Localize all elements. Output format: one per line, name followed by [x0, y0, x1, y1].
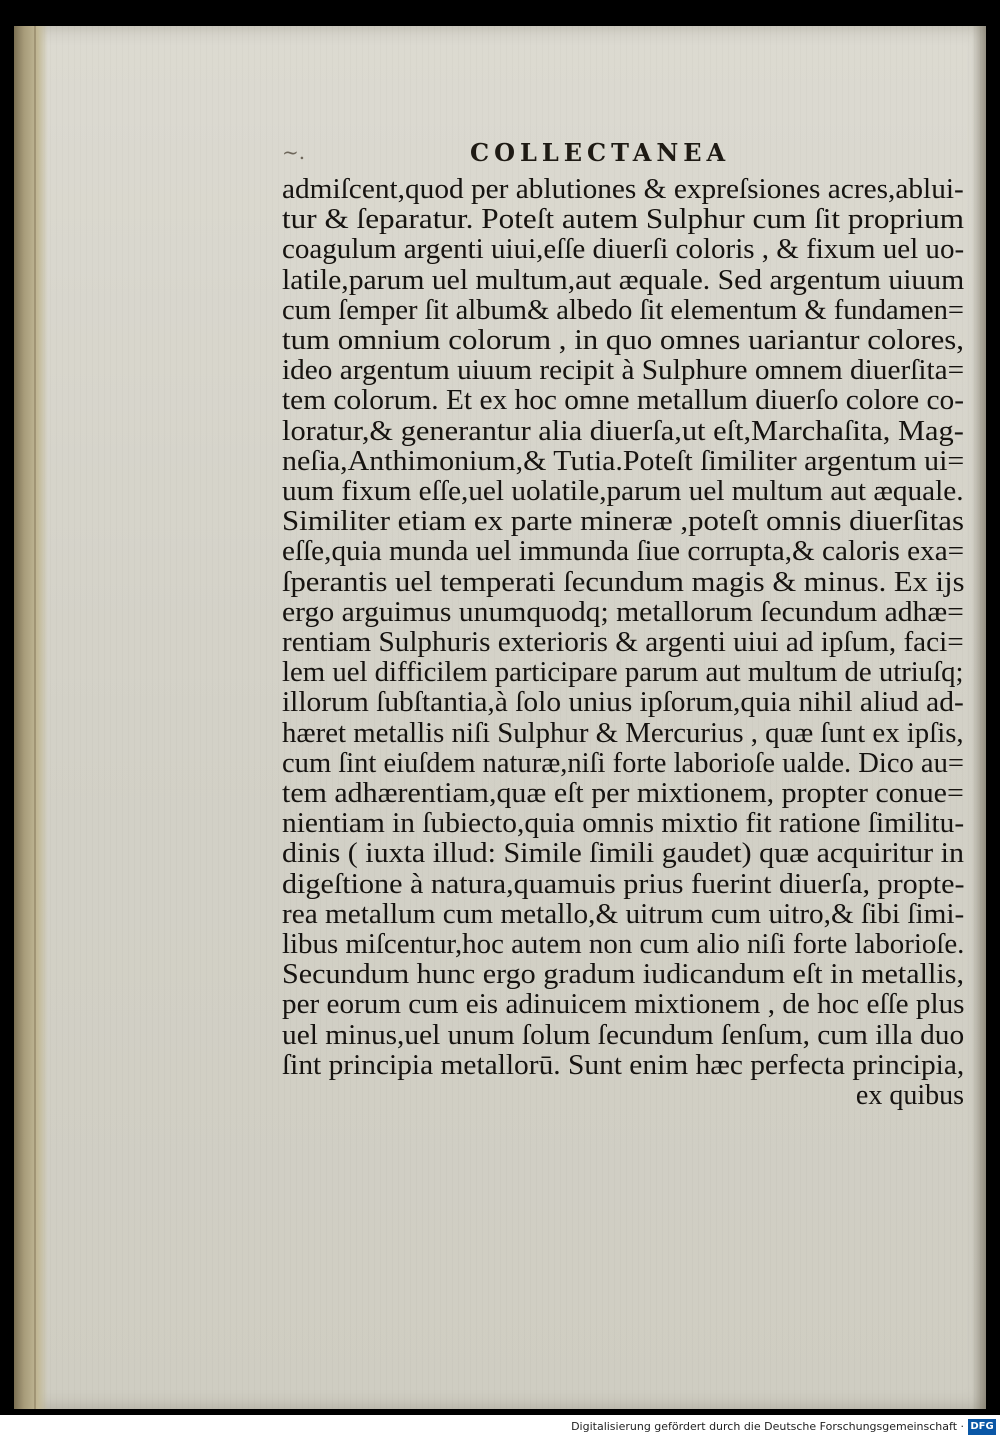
dfg-logo-icon: DFG	[968, 1419, 996, 1435]
head-mark: ~.	[282, 140, 306, 164]
text-line: tem adhærentiam,quæ eſt per mixtionem, propter conue=	[282, 778, 964, 809]
text-line: tem colorum. Et ex hoc omne metallum diuerſo colore co-	[282, 385, 965, 417]
text-line: eſſe,quia munda uel immunda ſiue corrupta,& caloris exa=	[282, 536, 965, 568]
text-line: dinis ( iuxta illud: Simile ſimili gaudet) quæ acquiritur in	[282, 838, 964, 870]
page-gutter-line	[34, 26, 36, 1409]
text-block	[282, 174, 964, 1114]
page-right-shadow	[972, 26, 986, 1409]
text-line: nientiam in ſubiecto,quia omnis mixtio fit ratione ſimilitu-	[282, 808, 965, 840]
text-line: libus miſcentur,hoc autem non cum alio niſi forte laborioſe.	[282, 929, 965, 960]
text-line: cum ſint eiuſdem naturæ,niſi forte laborioſe ualde. Dico au=	[282, 747, 964, 779]
text-line: digeſtione à natura,quamuis prius fuerint diuerſa, propte-	[282, 868, 965, 900]
text-line: rentiam Sulphuris exterioris & argenti uiui ad ipſum, faci=	[282, 627, 964, 658]
text-line: Similiter etiam ex parte mineræ ,poteſt omnis diuerſitas	[282, 506, 964, 538]
running-head: COLLECTANEA	[470, 138, 731, 167]
text-line: admiſcent,quod per ablutiones & expreſsiones acres,ablui-	[282, 174, 964, 205]
page-gutter-edge	[14, 26, 48, 1409]
text-line: Secundum hunc ergo gradum iudicandum eſt in metallis,	[282, 959, 965, 991]
text-line: ideo argentum uiuum recipit à Sulphure omnem diuerſita=	[282, 355, 965, 387]
footer-credit: Digitalisierung gefördert durch die Deutsche Forschungsgemeinschaft ·	[571, 1420, 964, 1433]
text-line: uel minus,uel unum ſolum ſecundum ſenſum, cum illa duo	[282, 1019, 965, 1051]
text-line: ergo arguimus unumquodq; metallorum ſecundum adhæ=	[282, 596, 964, 628]
footer-bar	[0, 1415, 1000, 1441]
text-line: ſperantis uel temperati ſecundum magis & minus. Ex ijs	[282, 566, 965, 598]
text-line: hæret metallis niſi Sulphur & Mercurius , quæ ſunt ex ipſis,	[282, 717, 964, 749]
text-line: neſia,Anthimonium,& Tutia.Poteſt ſimiliter argentum ui=	[282, 445, 965, 477]
text-line: tum omnium colorum , in quo omnes uariantur colores,	[282, 325, 965, 356]
catchword: ex quibus	[855, 1080, 964, 1111]
text-line: latile,parum uel multum,aut æquale. Sed argentum uiuum	[282, 264, 965, 296]
text-line: tur & ſeparatur. Poteſt autem Sulphur cum ſit proprium	[282, 204, 965, 236]
text-line: illorum ſubſtantia,à ſolo unius ipſorum,quia nihil aliud ad-	[282, 687, 964, 719]
text-line: uum fixum eſſe,uel uolatile,parum uel multum aut æquale.	[282, 476, 964, 507]
text-line: lem uel difficilem participare parum aut multum de utriuſq;	[282, 657, 964, 689]
text-line: rea metallum cum metallo,& uitrum cum uitro,& ſibi ſimi-	[282, 898, 965, 930]
text-line: per eorum cum eis adinuicem mixtionem , de hoc eſſe plus	[282, 989, 965, 1021]
text-line: ſint principia metallorū. Sunt enim hæc perfecta principia,	[282, 1049, 965, 1081]
text-line: coagulum argenti uiui,eſſe diuerſi coloris , & fixum uel uo-	[282, 234, 965, 266]
text-line: loratur,& generantur alia diuerſa,ut eſt,Marchaſita, Mag-	[282, 415, 964, 447]
text-line: cum ſemper ſit album& albedo ſit elementum & fundamen=	[282, 294, 964, 326]
